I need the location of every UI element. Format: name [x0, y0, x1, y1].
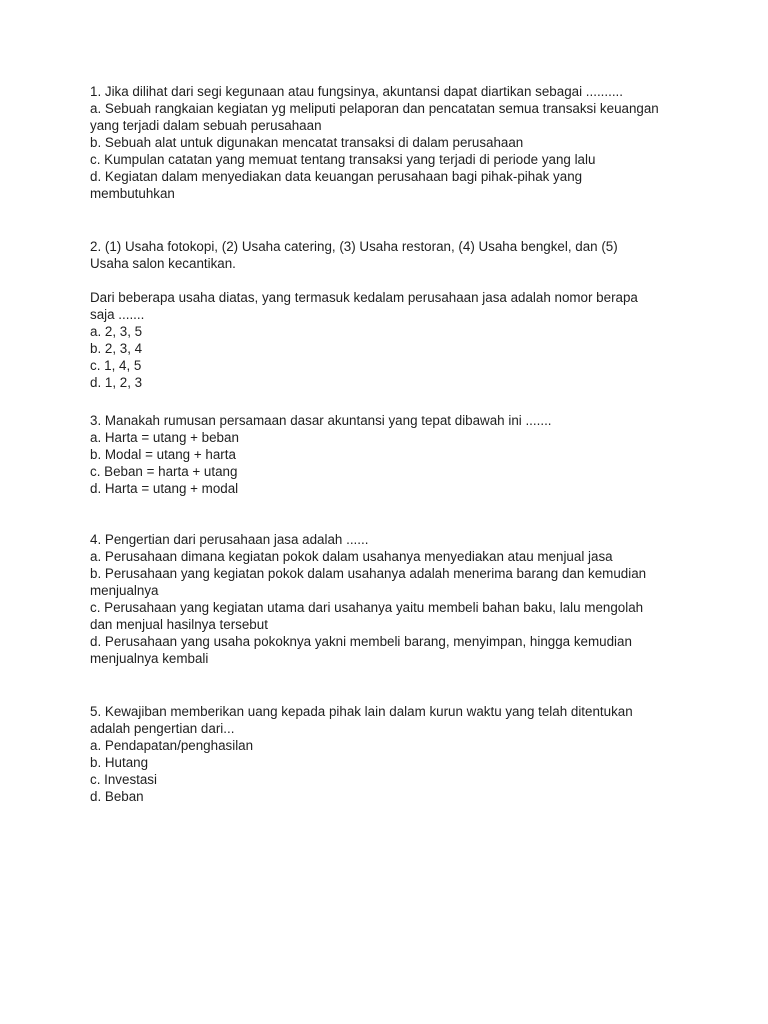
question-2-text-line-2: Usaha salon kecantikan. [90, 256, 236, 271]
option-b: b. Sebuah alat untuk digunakan mencatat transaksi di dalam perusahaan [90, 135, 524, 150]
question-4 [90, 531, 646, 667]
option-b: b. Modal = utang + harta [90, 447, 236, 462]
question-3 [90, 412, 552, 497]
option-a: a. 2, 3, 5 [90, 324, 143, 339]
question-2 [90, 238, 638, 391]
question-5-text-line-2: adalah pengertian dari... [90, 721, 235, 736]
option-c: c. Kumpulan catatan yang memuat tentang transaksi yang terjadi di periode yang lalu [90, 152, 596, 167]
question-3-text: 3. Manakah rumusan persamaan dasar akuntansi yang tepat dibawah ini ....... [90, 413, 552, 428]
option-c: c. Beban = harta + utang [90, 464, 238, 479]
option-d-line-1: d. Perusahaan yang usaha pokoknya yakni membeli barang, menyimpan, hingga kemudian [90, 634, 632, 649]
question-2-prompt-line-2: saja ....... [90, 307, 145, 322]
option-c: c. 1, 4, 5 [90, 358, 142, 373]
question-2-text-line-1: 2. (1) Usaha fotokopi, (2) Usaha catering, (3) Usaha restoran, (4) Usaha bengkel, dan (5) [90, 239, 618, 254]
question-4-text: 4. Pengertian dari perusahaan jasa adalah ...... [90, 532, 369, 547]
question-1-text: 1. Jika dilihat dari segi kegunaan atau fungsinya, akuntansi dapat diartikan sebagai .......... [90, 84, 623, 99]
option-b: b. Hutang [90, 755, 149, 770]
option-c-line-2: dan menjual hasilnya tersebut [90, 617, 268, 632]
option-d-line-2: menjualnya kembali [90, 651, 209, 666]
option-a: a. Perusahaan dimana kegiatan pokok dalam usahanya menyediakan atau menjual jasa [90, 549, 613, 564]
question-1 [90, 83, 659, 202]
option-d: d. Beban [90, 789, 144, 804]
option-b-line-1: b. Perusahaan yang kegiatan pokok dalam usahanya adalah menerima barang dan kemudian [90, 566, 647, 581]
option-d-line-2: membutuhkan [90, 186, 175, 201]
option-b: b. 2, 3, 4 [90, 341, 143, 356]
option-c-line-1: c. Perusahaan yang kegiatan utama dari usahanya yaitu membeli bahan baku, lalu mengolah [90, 600, 644, 615]
option-c: c. Investasi [90, 772, 157, 787]
question-5-text-line-1: 5. Kewajiban memberikan uang kepada pihak lain dalam kurun waktu yang telah ditentukan [90, 704, 633, 719]
option-a: a. Pendapatan/penghasilan [90, 738, 254, 753]
question-2-prompt-line-1: Dari beberapa usaha diatas, yang termasuk kedalam perusahaan jasa adalah nomor berapa [90, 290, 638, 305]
option-a: a. Harta = utang + beban [90, 430, 239, 445]
option-d-line-1: d. Kegiatan dalam menyediakan data keuangan perusahaan bagi pihak-pihak yang [90, 169, 583, 184]
option-d: d. 1, 2, 3 [90, 375, 143, 390]
option-d: d. Harta = utang + modal [90, 481, 239, 496]
option-a-line-2: yang terjadi dalam sebuah perusahaan [90, 118, 322, 133]
option-a-line-1: a. Sebuah rangkaian kegiatan yg meliputi pelaporan dan pencatatan semua transaksi keuangan [90, 101, 659, 116]
question-5 [90, 703, 633, 805]
blank-line [90, 272, 638, 289]
option-b-line-2: menjualnya [90, 583, 159, 598]
